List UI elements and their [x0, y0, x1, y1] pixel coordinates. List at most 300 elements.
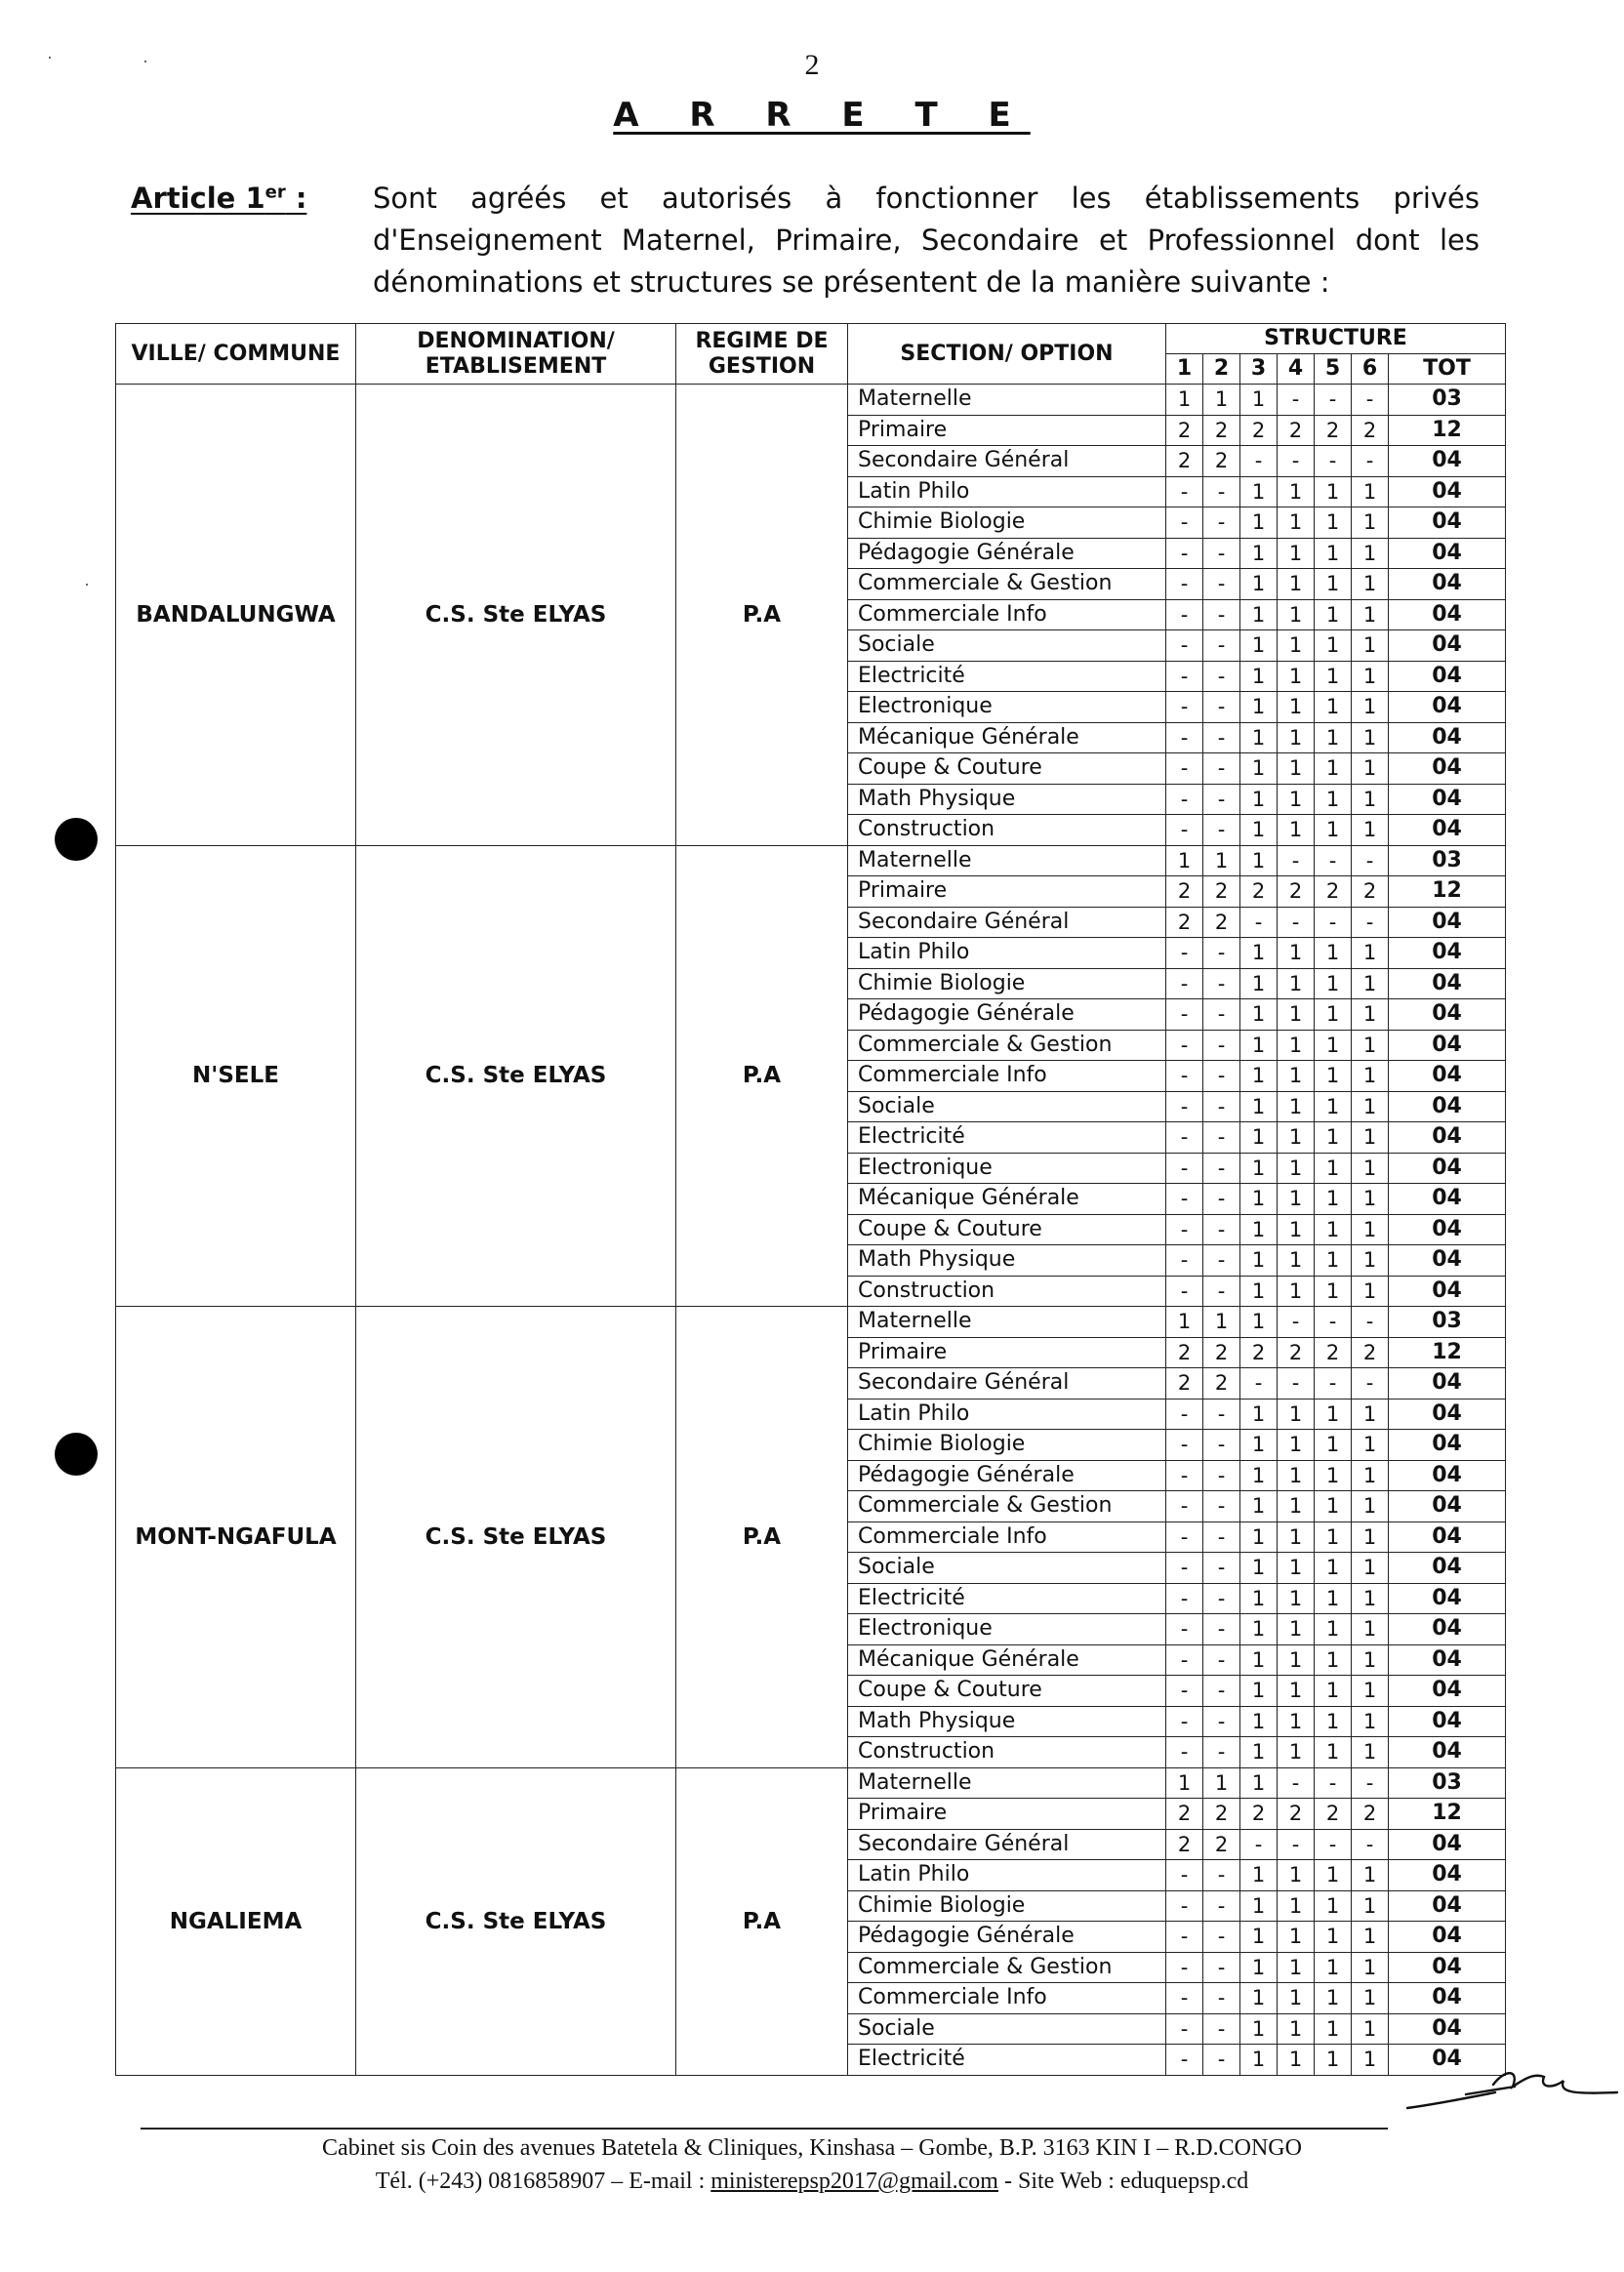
cell-level-3: 1: [1240, 1184, 1278, 1215]
cell-level-3: 1: [1240, 476, 1278, 507]
cell-level-5: 1: [1315, 999, 1352, 1031]
cell-level-5: -: [1315, 907, 1352, 938]
cell-option: Electricité: [848, 661, 1166, 692]
header-level-5: 5: [1315, 354, 1352, 385]
article-label: Article 1er :: [131, 182, 307, 215]
cell-level-5: 1: [1315, 1737, 1352, 1768]
cell-level-3: 1: [1240, 753, 1278, 785]
cell-level-6: 1: [1352, 1491, 1389, 1522]
cell-option: Secondaire Général: [848, 1829, 1166, 1860]
cell-option: Mécanique Générale: [848, 1184, 1166, 1215]
cell-level-2: -: [1203, 1430, 1240, 1461]
cell-level-2: -: [1203, 1983, 1240, 2014]
cell-level-4: 1: [1278, 569, 1315, 600]
cell-level-3: 1: [1240, 2045, 1278, 2076]
cell-option: Sociale: [848, 1553, 1166, 1584]
cell-level-2: -: [1203, 569, 1240, 600]
cell-level-5: 2: [1315, 1337, 1352, 1368]
cell-level-4: 1: [1278, 1676, 1315, 1707]
cell-total: 04: [1389, 1922, 1506, 1953]
cell-level-4: 1: [1278, 968, 1315, 999]
cell-option: Pédagogie Générale: [848, 1922, 1166, 1953]
cell-level-2: -: [1203, 1184, 1240, 1215]
cell-total: 04: [1389, 1184, 1506, 1215]
cell-level-1: -: [1166, 1983, 1203, 2014]
cell-level-5: 1: [1315, 599, 1352, 630]
cell-level-2: 2: [1203, 415, 1240, 446]
cell-level-5: 1: [1315, 1430, 1352, 1461]
cell-total: 04: [1389, 1676, 1506, 1707]
cell-level-6: 1: [1352, 507, 1389, 539]
cell-level-3: 1: [1240, 1091, 1278, 1122]
punch-hole: [55, 818, 98, 861]
cell-level-6: 1: [1352, 1153, 1389, 1184]
cell-level-3: 1: [1240, 1922, 1278, 1953]
cell-level-2: -: [1203, 722, 1240, 753]
cell-level-2: -: [1203, 630, 1240, 662]
cell-option: Commerciale & Gestion: [848, 569, 1166, 600]
cell-option: Chimie Biologie: [848, 507, 1166, 539]
cell-level-1: -: [1166, 569, 1203, 600]
cell-option: Maternelle: [848, 385, 1166, 416]
article-text: Sont agréés et autorisés à fonctionner les établissements privés d'Enseignement Maternel, Primaire, Secondaire et Professionnel dont les dénominations et structures se présentent de la manière suivante :: [373, 182, 1480, 299]
cell-level-4: 1: [1278, 1583, 1315, 1614]
footer-email-link[interactable]: ministerepsp2017@gmail.com: [710, 2169, 998, 2194]
cell-level-6: 1: [1352, 599, 1389, 630]
footer: [0, 2131, 1624, 2198]
cell-level-4: 2: [1278, 1799, 1315, 1830]
cell-level-4: 1: [1278, 722, 1315, 753]
cell-level-5: 1: [1315, 1890, 1352, 1922]
cell-level-3: 1: [1240, 630, 1278, 662]
cell-level-5: 1: [1315, 569, 1352, 600]
cell-level-2: -: [1203, 1922, 1240, 1953]
cell-option: Pédagogie Générale: [848, 1460, 1166, 1491]
cell-level-5: 1: [1315, 1184, 1352, 1215]
cell-option: Electricité: [848, 2045, 1166, 2076]
cell-level-6: 1: [1352, 784, 1389, 815]
header-regime: REGIME DE GESTION: [676, 324, 848, 385]
cell-level-2: -: [1203, 784, 1240, 815]
cell-level-4: 1: [1278, 476, 1315, 507]
cell-level-4: 1: [1278, 2013, 1315, 2045]
cell-level-2: -: [1203, 2013, 1240, 2045]
cell-option: Chimie Biologie: [848, 968, 1166, 999]
cell-level-3: 1: [1240, 569, 1278, 600]
cell-level-3: 1: [1240, 1245, 1278, 1277]
cell-level-2: -: [1203, 1399, 1240, 1430]
cell-level-4: -: [1278, 1307, 1315, 1338]
cell-option: Secondaire Général: [848, 907, 1166, 938]
cell-level-1: -: [1166, 1614, 1203, 1645]
cell-level-6: 1: [1352, 538, 1389, 569]
cell-option: Sociale: [848, 2013, 1166, 2045]
cell-level-6: 1: [1352, 1122, 1389, 1154]
header-level-tot: TOT: [1389, 354, 1506, 385]
cell-level-3: 1: [1240, 784, 1278, 815]
cell-level-5: 1: [1315, 1091, 1352, 1122]
cell-level-1: -: [1166, 1922, 1203, 1953]
punch-hole: [55, 1433, 98, 1476]
cell-level-3: 1: [1240, 1030, 1278, 1061]
cell-level-4: 1: [1278, 784, 1315, 815]
cell-total: 12: [1389, 1337, 1506, 1368]
header-level-4: 4: [1278, 354, 1315, 385]
cell-level-1: -: [1166, 1583, 1203, 1614]
cell-level-3: -: [1240, 907, 1278, 938]
cell-level-6: -: [1352, 446, 1389, 477]
cell-level-1: 1: [1166, 385, 1203, 416]
cell-level-3: 1: [1240, 722, 1278, 753]
cell-level-6: 1: [1352, 1614, 1389, 1645]
cell-level-2: -: [1203, 968, 1240, 999]
cell-level-4: -: [1278, 1829, 1315, 1860]
cell-total: 04: [1389, 938, 1506, 969]
cell-level-3: 1: [1240, 1767, 1278, 1799]
cell-level-6: 1: [1352, 1952, 1389, 1983]
cell-level-1: -: [1166, 1091, 1203, 1122]
cell-option: Coupe & Couture: [848, 1676, 1166, 1707]
cell-total: 04: [1389, 1890, 1506, 1922]
cell-level-6: 1: [1352, 630, 1389, 662]
cell-level-4: 1: [1278, 999, 1315, 1031]
cell-level-2: -: [1203, 1122, 1240, 1154]
cell-option: Electricité: [848, 1583, 1166, 1614]
cell-level-2: -: [1203, 1860, 1240, 1891]
cell-ville: MONT-NGAFULA: [116, 1307, 356, 1768]
cell-level-2: 1: [1203, 385, 1240, 416]
cell-level-5: 2: [1315, 876, 1352, 908]
cell-level-6: 1: [1352, 1860, 1389, 1891]
structure-table: [115, 323, 1506, 2076]
cell-level-4: 1: [1278, 1952, 1315, 1983]
cell-level-5: 1: [1315, 1245, 1352, 1277]
cell-level-4: 1: [1278, 1061, 1315, 1092]
cell-option: Secondaire Général: [848, 1368, 1166, 1400]
cell-level-5: 1: [1315, 1460, 1352, 1491]
cell-level-4: 1: [1278, 1460, 1315, 1491]
cell-level-4: 1: [1278, 1430, 1315, 1461]
cell-level-5: 1: [1315, 1614, 1352, 1645]
cell-level-4: -: [1278, 907, 1315, 938]
cell-level-3: 1: [1240, 1737, 1278, 1768]
cell-level-4: 1: [1278, 1245, 1315, 1277]
cell-total: 04: [1389, 1983, 1506, 2014]
cell-total: 04: [1389, 784, 1506, 815]
cell-level-3: 1: [1240, 1553, 1278, 1584]
cell-total: 12: [1389, 415, 1506, 446]
cell-level-6: 1: [1352, 692, 1389, 723]
cell-level-3: 1: [1240, 1952, 1278, 1983]
cell-level-3: 1: [1240, 845, 1278, 876]
cell-level-2: -: [1203, 1521, 1240, 1553]
cell-level-4: 1: [1278, 2045, 1315, 2076]
cell-level-2: -: [1203, 1061, 1240, 1092]
cell-level-4: 1: [1278, 1091, 1315, 1122]
cell-level-3: 1: [1240, 1491, 1278, 1522]
table-row: [116, 385, 1506, 416]
cell-total: 04: [1389, 1583, 1506, 1614]
cell-level-1: -: [1166, 661, 1203, 692]
cell-level-1: -: [1166, 1030, 1203, 1061]
cell-level-3: 1: [1240, 385, 1278, 416]
cell-level-4: 1: [1278, 661, 1315, 692]
cell-etablissement: C.S. Ste ELYAS: [356, 845, 676, 1307]
cell-total: 03: [1389, 385, 1506, 416]
cell-total: 04: [1389, 1860, 1506, 1891]
cell-level-6: 1: [1352, 1399, 1389, 1430]
cell-option: Maternelle: [848, 845, 1166, 876]
cell-level-6: 1: [1352, 1091, 1389, 1122]
cell-level-5: 1: [1315, 538, 1352, 569]
cell-total: 04: [1389, 569, 1506, 600]
cell-level-6: 1: [1352, 815, 1389, 846]
cell-level-5: 1: [1315, 1676, 1352, 1707]
cell-level-5: 1: [1315, 815, 1352, 846]
cell-level-2: 2: [1203, 1337, 1240, 1368]
table-row: [116, 1767, 1506, 1799]
header-section: SECTION/ OPTION: [848, 324, 1166, 385]
cell-total: 04: [1389, 1368, 1506, 1400]
cell-level-2: -: [1203, 1030, 1240, 1061]
cell-level-2: -: [1203, 1491, 1240, 1522]
cell-option: Math Physique: [848, 1245, 1166, 1277]
table-row: [116, 1307, 1506, 1338]
cell-option: Primaire: [848, 876, 1166, 908]
cell-total: 04: [1389, 1829, 1506, 1860]
cell-level-3: 2: [1240, 415, 1278, 446]
cell-option: Construction: [848, 815, 1166, 846]
cell-level-6: 1: [1352, 1644, 1389, 1676]
cell-level-6: 1: [1352, 1553, 1389, 1584]
cell-option: Commerciale Info: [848, 1521, 1166, 1553]
cell-level-6: 1: [1352, 1276, 1389, 1307]
cell-level-5: 1: [1315, 1952, 1352, 1983]
cell-level-6: -: [1352, 1767, 1389, 1799]
cell-level-5: 2: [1315, 415, 1352, 446]
cell-level-1: -: [1166, 1399, 1203, 1430]
cell-level-2: -: [1203, 1706, 1240, 1737]
cell-option: Chimie Biologie: [848, 1890, 1166, 1922]
cell-level-5: 1: [1315, 1153, 1352, 1184]
cell-total: 03: [1389, 1307, 1506, 1338]
cell-level-3: 1: [1240, 1706, 1278, 1737]
cell-level-1: -: [1166, 1737, 1203, 1768]
cell-level-5: 1: [1315, 938, 1352, 969]
cell-level-4: 1: [1278, 1399, 1315, 1430]
cell-total: 04: [1389, 1091, 1506, 1122]
cell-level-4: 1: [1278, 1122, 1315, 1154]
cell-level-5: 1: [1315, 1214, 1352, 1245]
cell-option: Mécanique Générale: [848, 722, 1166, 753]
cell-etablissement: C.S. Ste ELYAS: [356, 1307, 676, 1768]
cell-level-1: -: [1166, 1860, 1203, 1891]
cell-level-1: 1: [1166, 845, 1203, 876]
cell-level-3: 1: [1240, 507, 1278, 539]
document-title-text: A R R E T E: [613, 96, 1031, 135]
cell-level-6: -: [1352, 1368, 1389, 1400]
cell-ville: N'SELE: [116, 845, 356, 1307]
cell-level-5: -: [1315, 385, 1352, 416]
cell-total: 04: [1389, 1460, 1506, 1491]
cell-level-6: 1: [1352, 1583, 1389, 1614]
cell-level-5: 1: [1315, 784, 1352, 815]
cell-level-5: 1: [1315, 1706, 1352, 1737]
cell-level-4: -: [1278, 845, 1315, 876]
cell-level-4: 1: [1278, 753, 1315, 785]
cell-level-5: 1: [1315, 1399, 1352, 1430]
cell-total: 04: [1389, 692, 1506, 723]
cell-level-2: -: [1203, 507, 1240, 539]
cell-level-3: 1: [1240, 1430, 1278, 1461]
cell-level-6: 1: [1352, 753, 1389, 785]
cell-level-3: 1: [1240, 599, 1278, 630]
cell-level-1: 2: [1166, 1799, 1203, 1830]
cell-level-4: 1: [1278, 1890, 1315, 1922]
cell-level-3: 1: [1240, 1583, 1278, 1614]
cell-total: 04: [1389, 538, 1506, 569]
cell-level-3: 2: [1240, 1337, 1278, 1368]
cell-option: Latin Philo: [848, 1399, 1166, 1430]
cell-level-2: -: [1203, 1737, 1240, 1768]
cell-level-3: 1: [1240, 692, 1278, 723]
cell-level-3: 1: [1240, 538, 1278, 569]
cell-level-4: 1: [1278, 1030, 1315, 1061]
cell-level-1: -: [1166, 1676, 1203, 1707]
cell-level-5: 1: [1315, 1983, 1352, 2014]
cell-level-3: 1: [1240, 1276, 1278, 1307]
cell-option: Commerciale & Gestion: [848, 1491, 1166, 1522]
cell-level-1: -: [1166, 722, 1203, 753]
cell-total: 04: [1389, 1614, 1506, 1645]
cell-level-1: 1: [1166, 1767, 1203, 1799]
cell-level-5: 1: [1315, 630, 1352, 662]
cell-total: 04: [1389, 1521, 1506, 1553]
cell-level-6: -: [1352, 907, 1389, 938]
cell-level-4: 1: [1278, 1184, 1315, 1215]
cell-total: 04: [1389, 1553, 1506, 1584]
cell-total: 04: [1389, 661, 1506, 692]
cell-level-4: 1: [1278, 1737, 1315, 1768]
header-ville: VILLE/ COMMUNE: [116, 324, 356, 385]
cell-option: Commerciale & Gestion: [848, 1952, 1166, 1983]
cell-level-6: 2: [1352, 1799, 1389, 1830]
cell-option: Electronique: [848, 1153, 1166, 1184]
cell-level-5: -: [1315, 446, 1352, 477]
cell-level-1: 2: [1166, 1368, 1203, 1400]
cell-level-2: -: [1203, 1276, 1240, 1307]
cell-level-4: -: [1278, 385, 1315, 416]
cell-level-2: -: [1203, 1553, 1240, 1584]
cell-level-2: -: [1203, 753, 1240, 785]
cell-total: 03: [1389, 1767, 1506, 1799]
cell-level-1: -: [1166, 476, 1203, 507]
cell-option: Pédagogie Générale: [848, 999, 1166, 1031]
cell-option: Commerciale Info: [848, 1061, 1166, 1092]
cell-option: Commerciale Info: [848, 599, 1166, 630]
cell-level-6: 1: [1352, 938, 1389, 969]
cell-level-4: 1: [1278, 507, 1315, 539]
cell-option: Latin Philo: [848, 1860, 1166, 1891]
cell-option: Chimie Biologie: [848, 1430, 1166, 1461]
structure-table-body: [116, 385, 1506, 2076]
cell-level-1: -: [1166, 538, 1203, 569]
cell-level-4: 1: [1278, 1491, 1315, 1522]
cell-total: 04: [1389, 1122, 1506, 1154]
cell-level-1: -: [1166, 1153, 1203, 1184]
cell-total: 04: [1389, 1737, 1506, 1768]
cell-level-5: 1: [1315, 1553, 1352, 1584]
table-row: [116, 845, 1506, 876]
cell-ville: NGALIEMA: [116, 1767, 356, 2075]
cell-option: Math Physique: [848, 1706, 1166, 1737]
cell-level-4: 1: [1278, 630, 1315, 662]
cell-level-3: 1: [1240, 815, 1278, 846]
cell-level-4: 2: [1278, 876, 1315, 908]
cell-level-3: 1: [1240, 1061, 1278, 1092]
cell-level-1: 2: [1166, 876, 1203, 908]
cell-level-6: 1: [1352, 1922, 1389, 1953]
cell-level-5: -: [1315, 845, 1352, 876]
cell-level-6: 1: [1352, 999, 1389, 1031]
cell-option: Commerciale Info: [848, 1983, 1166, 2014]
cell-option: Construction: [848, 1737, 1166, 1768]
cell-total: 04: [1389, 1153, 1506, 1184]
cell-level-6: 1: [1352, 661, 1389, 692]
cell-level-5: 1: [1315, 1860, 1352, 1891]
cell-level-1: -: [1166, 1644, 1203, 1676]
cell-level-4: 1: [1278, 692, 1315, 723]
cell-level-5: 1: [1315, 1061, 1352, 1092]
cell-level-6: -: [1352, 1307, 1389, 1338]
cell-level-3: 1: [1240, 1614, 1278, 1645]
cell-level-3: 1: [1240, 1521, 1278, 1553]
cell-total: 04: [1389, 1430, 1506, 1461]
cell-option: Coupe & Couture: [848, 1214, 1166, 1245]
cell-level-1: 1: [1166, 1307, 1203, 1338]
cell-level-2: 2: [1203, 1829, 1240, 1860]
cell-level-1: 2: [1166, 1829, 1203, 1860]
cell-total: 04: [1389, 1245, 1506, 1277]
cell-option: Sociale: [848, 1091, 1166, 1122]
cell-option: Electricité: [848, 1122, 1166, 1154]
cell-level-2: -: [1203, 1245, 1240, 1277]
cell-level-4: 2: [1278, 415, 1315, 446]
cell-level-6: 1: [1352, 1737, 1389, 1768]
header-structure: STRUCTURE: [1166, 324, 1506, 354]
cell-option: Primaire: [848, 415, 1166, 446]
cell-level-2: 2: [1203, 1368, 1240, 1400]
cell-level-1: -: [1166, 599, 1203, 630]
cell-level-1: -: [1166, 1430, 1203, 1461]
cell-total: 04: [1389, 968, 1506, 999]
cell-level-6: 1: [1352, 1521, 1389, 1553]
cell-total: 03: [1389, 845, 1506, 876]
cell-level-6: 1: [1352, 2045, 1389, 2076]
cell-level-5: 1: [1315, 722, 1352, 753]
cell-level-2: -: [1203, 538, 1240, 569]
cell-ville: BANDALUNGWA: [116, 385, 356, 846]
cell-level-5: 1: [1315, 661, 1352, 692]
cell-level-4: 2: [1278, 1337, 1315, 1368]
cell-level-3: 1: [1240, 1890, 1278, 1922]
cell-option: Commerciale & Gestion: [848, 1030, 1166, 1061]
cell-level-1: -: [1166, 1184, 1203, 1215]
document-title: [0, 96, 1624, 135]
cell-level-2: -: [1203, 938, 1240, 969]
cell-level-4: -: [1278, 446, 1315, 477]
cell-level-1: 2: [1166, 1337, 1203, 1368]
